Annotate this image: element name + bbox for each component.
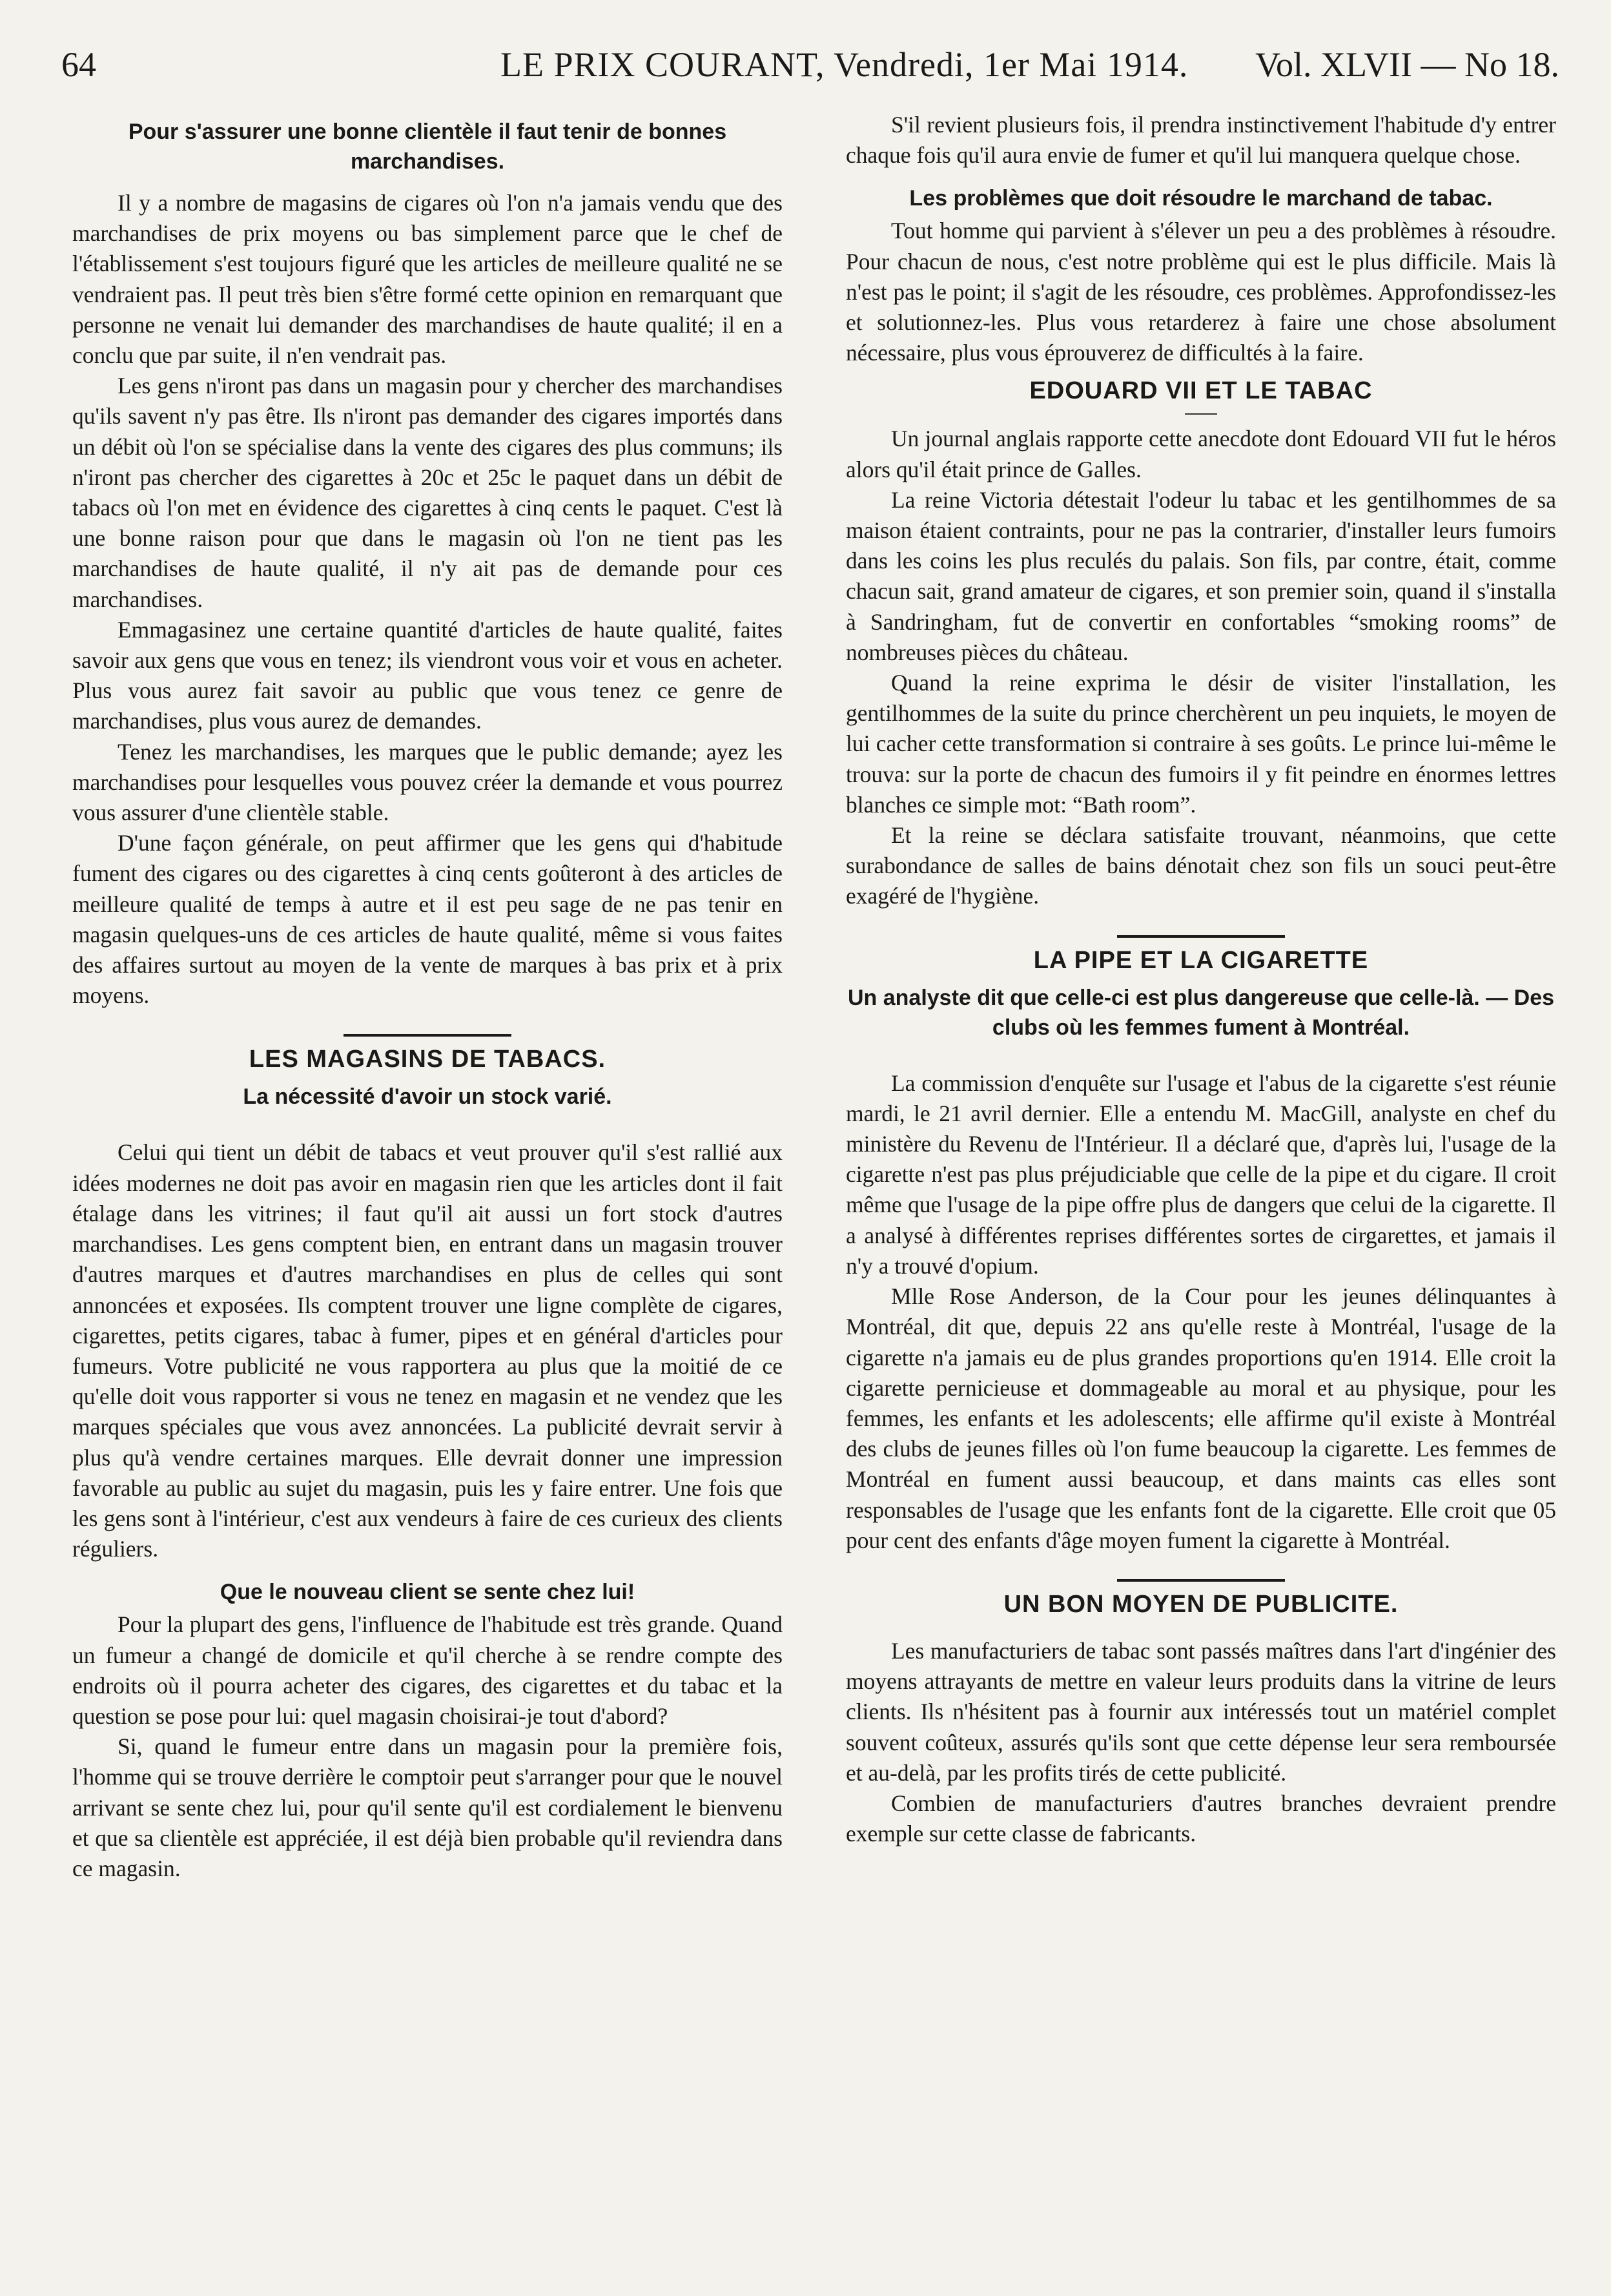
paragraph: Pour la plupart des gens, l'influence de l'habitude est très grande. Quand un fumeur a changé de domicile et qu'il cherche à se rendre compte des endroits où il pourra acheter des cigares, des cigarettes et du tabac et la question se pose pour lui: quel magasin choisirai-je tout d'abord? [72, 1611, 783, 1729]
heading-problemes: Les problèmes que doit résoudre le marchand de tabac. [909, 186, 1493, 211]
paragraph: Combien de manufacturiers d'autres branches devraient prendre exemple sur cette classe de fabricants. [846, 1790, 1556, 1847]
paragraph: Mlle Rose Anderson, de la Cour pour les jeunes délinquantes à Montréal, dit que, depuis 22 ans qu'elle reste à Montréal, l'usage de la cigarette n'a jamais eu de plus grandes proportions qu'en 1914. Elle croit la cigarette pernicieuse et dommageable au moral et au physique, pour les femmes, les enfants et les adolescents; elle affirme qu'il existe à Montréal des clubs de jeunes filles où l'on fume beaucoup la cigarette. Les femmes de Montréal en fument aussi beaucoup, et dans maints cas elles sont responsables de l'usage que les enfants font de la cigarette. Elle croit que 05 pour cent des enfants d'âge moyen fument la cigarette à Montréal. [846, 1283, 1556, 1553]
paragraph: Et la reine se déclara satisfaite trouvant, néanmoins, que cette surabondance de salles de bains dénotait chez son fils un souci peut-être exagéré de l'hygiène. [846, 822, 1556, 909]
paragraph: S'il revient plusieurs fois, il prendra instinctivement l'habitude d'y entrer chaque fois qu'il aura envie de fumer et qu'il lui manquera quelque chose. [846, 112, 1556, 169]
paragraph: Emmagasinez une certaine quantité d'articles de haute qualité, faites savoir aux gens que vous en tenez; ils viendront vous voir et vous en acheter. Plus vous aurez fait savoir au public que vous tenez ce genre de marchandises, plus vous aurez de demandes. [72, 616, 783, 734]
page-header [61, 39, 1559, 90]
paragraph: Celui qui tient un débit de tabacs et veut prouver qu'il s'est rallié aux idées modernes ne doit pas avoir en magasin rien que les articles dont il fait étalage dans les vitrines; il faut qu'il ait aussi un fort stock d'autres marchandises. Les gens comptent bien, en entrant dans un magasin trouver d'autres marques et d'autres marchandises en plus de celles qui sont annoncées et exposées. Ils comptent trouver une ligne complète de cigares, cigarettes, petits cigares, tabac à fumer, pipes et en général d'articles pour fumeurs. Votre publicité ne vous rapportera au plus que la moitié de ce qu'elle doit vous rapporter si vous ne tenez en magasin et ne vendez que les marques spéciales que vous avez annoncées. La publicité devrait servir à plus qu'à vendre certaines marques. Elle devrait donner une impression favorable au public au sujet du magasin, puis les y faire entrer. Une fois que les gens sont à l'intérieur, c'est aux vendeurs à faire de ces curieux des clients réguliers. [72, 1139, 783, 1562]
heading-edouard-vii: EDOUARD VII ET LE TABAC [1029, 377, 1373, 405]
heading-bon-moyen-publicite: UN BON MOYEN DE PUBLICITE. [1003, 1590, 1399, 1618]
paragraph: D'une façon générale, on peut affirmer que les gens qui d'habitude fument des cigares ou des cigarettes à cinq cents goûteront à des articles de meilleure qualité de temps à autre et il est peu sage de ne pas tenir en magasin quelques-uns de ces articles de haute qualité, même si vous faites des affaires surtout au moyen de la vente de marques à bas prix et à prix moyens. [72, 830, 783, 1009]
section-rule [1117, 935, 1285, 938]
paragraph: Tenez les marchandises, les marques que le public demande; ayez les marchandises pour lesquelles vous pouvez créer la demande et vous pourrez vous assurer d'une clientèle stable. [72, 738, 783, 826]
heading-pipe-cigarette: LA PIPE ET LA CIGARETTE [1033, 946, 1369, 974]
paragraph: La commission d'enquête sur l'usage et l'abus de la cigarette s'est réunie mardi, le 21 avril dernier. Elle a entendu M. MacGill, analyste en chef du ministère du Revenu de l'Intérieur. Il a déclaré que, d'après lui, l'usage de la cigarette n'est pas plus préjudiciable que celle de la pipe et du cigare. Il croit même que l'usage de la pipe offre plus de dangers que celui de la cigarette. Il a analysé à différentes reprises différentes sortes de cirgarettes, et jamais il n'y a trouvé d'opium. [846, 1070, 1556, 1279]
paragraph: La reine Victoria détestait l'odeur lu tabac et les gentilhommes de sa maison étaient contraints, pour ne pas la contrarier, d'installer leurs fumoirs dans les coins les plus reculés du palais. Son fils, par contre, était, comme chacun sait, grand amateur de cigares, et son premier soin, quand il s'installa à Sandringham, fut de convertir en confortables “smoking rooms” de nombreuses pièces du château. [846, 486, 1556, 665]
subheading-analyste: Un analyste dit que celle-ci est plus dangereuse que celle-là. — Des clubs où les femmes fument à Montréal. [847, 985, 1555, 1040]
section-rule [344, 1034, 511, 1037]
paragraph: Quand la reine exprima le désir de visiter l'installation, les gentilhommes de la suite du prince cherchèrent un peu inquiets, le moyen de lui cacher cette transformation si contraire à ses goûts. Le prince lui-même le trouva: sur la porte de chacun des fumoirs il y fit peindre en énormes lettres blanches ce simple mot: “Bath room”. [846, 670, 1556, 818]
page-number: 64 [61, 45, 96, 84]
paragraph: Il y a nombre de magasins de cigares où l'on n'a jamais vendu que des marchandises de prix moyens ou bas simplement parce que le chef de l'établissement s'est toujours figuré que les articles de meilleure qualité ne se vendraient pas. Il peut très bien s'être formé cette opinion en remarquant que personne ne venait lui demander des marchandises de haute qualité; il en a conclu que par suite, il n'en vendrait pas. [72, 190, 783, 369]
right-column [846, 110, 1556, 1849]
paragraph: Si, quand le fumeur entre dans un magasin pour la première fois, l'homme qui se trouve derrière le comptoir peut s'arranger pour que le nouvel arrivant se sente chez lui, pour qu'il sente qu'il est cordialement le bienvenu et que sa clientèle est appréciée, il est déjà bien probable qu'il reviendra dans ce magasin. [72, 1733, 783, 1881]
paragraph: Un journal anglais rapporte cette anecdote dont Edouard VII fut le héros alors qu'il était prince de Galles. [846, 426, 1556, 482]
subheading-stock-varie: La nécessité d'avoir un stock varié. [243, 1084, 612, 1110]
left-column [72, 113, 783, 1884]
newspaper-title: LE PRIX COURANT, Vendredi, 1er Mai 1914. [500, 45, 1189, 84]
paragraph: Les manufacturiers de tabac sont passés maîtres dans l'art d'ingénier des moyens attrayants de mettre en valeur leurs produits dans la vitrine de leurs clients. Ils n'hésitent pas à fournir aux intéressés tout un matériel complet souvent coûteux, assurés qu'ils sont que cette dépense leur sera remboursée et au-delà, par les profits tirés de cette publicité. [846, 1637, 1556, 1786]
paragraph: Les gens n'iront pas dans un magasin pour y chercher des marchandises qu'ils savent n'y pas être. Ils n'iront pas demander des cigares importés dans un débit où l'on se spécialise dans la vente des cigares des plus communs; ils n'iront pas chercher des cigarettes à 20c et 25c le paquet dans un débit de tabacs où l'on met en évidence des cigarettes à cinq cents le paquet. C'est là une bonne raison pour que dans le magasin où l'on ne tient pas les marchandises de haute qualité, il n'y ait pas de demande pour ces marchandises. [72, 373, 783, 612]
heading-nouveau-client: Que le nouveau client se sente chez lui! [220, 1580, 635, 1605]
heading-magasins-de-tabacs: LES MAGASINS DE TABACS. [249, 1046, 606, 1073]
divider [1185, 413, 1217, 415]
volume-number: Vol. XLVII — No 18. [1255, 45, 1559, 84]
section-rule [1117, 1579, 1285, 1582]
paragraph: Tout homme qui parvient à s'élever un peu a des problèmes à résoudre. Pour chacun de nous, c'est notre problème qui est le plus difficile. Mais là n'est pas le point; il s'agit de les résoudre, ces problèmes. Approfondissez-les et solutionnez-les. Plus vous retarderez à faire une chose absolument nécessaire, plus vous éprouverez de difficultés à la faire. [846, 218, 1556, 366]
heading-bonne-clientele: Pour s'assurer une bonne clientèle il faut tenir de bonnes marchandises. [128, 119, 727, 174]
